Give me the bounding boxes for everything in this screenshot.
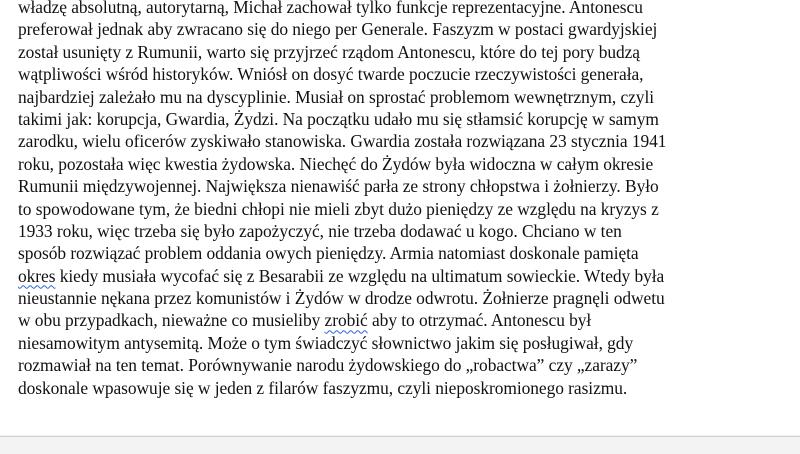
text-fragment: kiedy musiała wycofać się z Besarabii ze względu na ultimatum sowieckie. Wtedy była xyxy=(55,265,665,286)
text-line: to spowodowane tym, że biedni chłopi nie mieli zbyt dużo pieniędzy ze względu na kryzys z xyxy=(18,198,659,219)
text-line: niesamowitym antysemitą. Może o tym świadczyć słownictwo jakim się posługiwał, gdy xyxy=(18,332,634,353)
text-fragment: aby to otrzymać. Antonescu był xyxy=(367,310,592,331)
text-line: roku, pozostała więc kwestia żydowska. Niechęć do Żydów była widoczna w całym okresie xyxy=(18,153,654,174)
text-line: wątpliwości wśród historyków. Wniósł on dosyć twarde poczucie rzeczywistości generała, xyxy=(18,64,644,85)
text-line: rozmawiał na ten temat. Porównywanie narodu żydowskiego do „robactwa” czy „zarazy” xyxy=(18,355,638,376)
text-line: najbardziej zależało mu na dyscyplinie. Musiał on sprostać problemom wewnętrznym, czyli xyxy=(18,86,655,107)
spellcheck-word[interactable]: okres xyxy=(18,265,56,286)
text-line: Rumunii międzywojennej. Największa nienawiść parła ze strony chłopstwa i żołnierzy. Było xyxy=(18,176,659,197)
spellcheck-word[interactable]: zrobić xyxy=(324,310,368,331)
document-body[interactable] xyxy=(18,0,798,399)
text-line: preferował jednak aby zwracano się do niego per Generale. Faszyzm w postaci gwardyjskiej xyxy=(18,19,658,40)
text-line-spellcheck xyxy=(18,309,798,331)
text-line: został usunięty z Rumunii, warto się przyjrzeć rządom Antonescu, które do tej pory budzą xyxy=(18,41,640,62)
text-line: doskonale wpasowuje się w jeden z filarów faszyzmu, czyli nieposkromionego rasizmu. xyxy=(18,377,628,398)
text-line: władzę absolutną, autorytarną, Michał zachował tylko funkcje reprezentacyjne. Antonescu xyxy=(18,0,643,17)
text-line: sposób rozwiązać problem oddania owych pieniędzy. Armia natomiast doskonale pamięta xyxy=(18,243,639,264)
text-line: nieustannie nękana przez komunistów i Żydów w drodze odwrotu. Żołnierze pragnęli odwetu xyxy=(18,288,665,309)
text-line: takimi jak: korupcja, Gwardia, Żydzi. Na początku udało mu się stłamsić korupcję w samym xyxy=(18,108,659,129)
text-line-spellcheck xyxy=(18,265,798,287)
text-line: zarodku, wielu oficerów zyskiwało stanowiska. Gwardia została rozwiązana 23 stycznia 1941 xyxy=(18,131,667,152)
bottom-scroll-bar[interactable] xyxy=(0,436,800,454)
text-line: 1933 roku, więc trzeba się było zapożyczyć, nie trzeba dodawać u kogo. Chciano w ten xyxy=(18,220,622,241)
text-fragment: w obu przypadkach, nieważne co musieliby xyxy=(18,310,325,331)
